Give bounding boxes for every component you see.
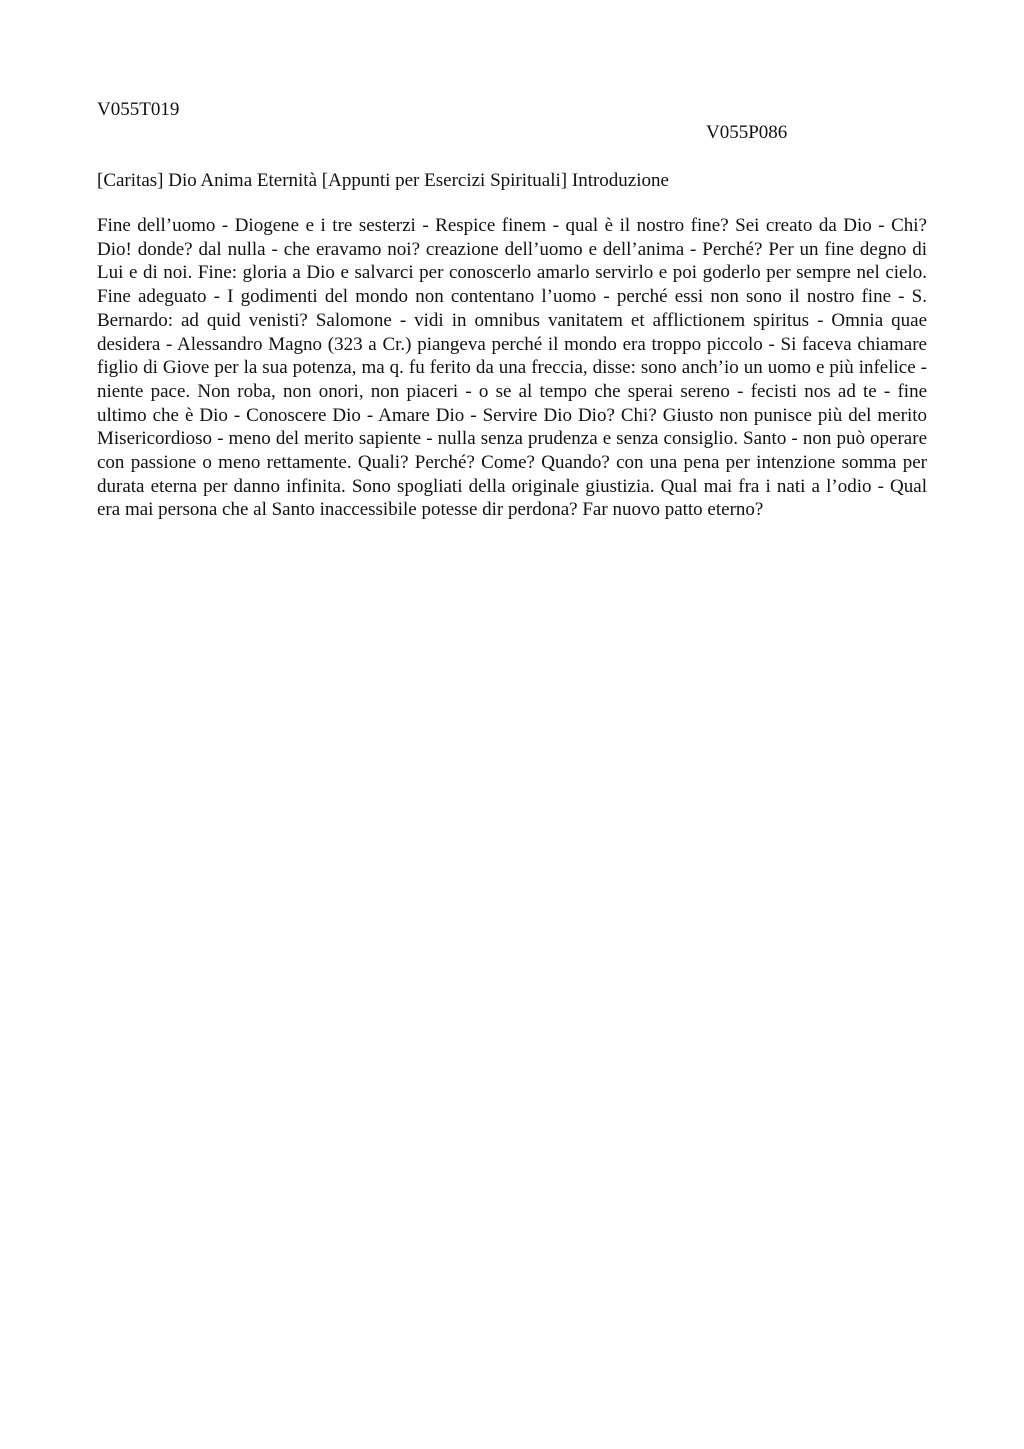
- page-id: V055P086: [706, 122, 788, 143]
- document-title: [Caritas] Dio Anima Eternità [Appunti per Esercizi Spirituali] Introduzione: [97, 170, 669, 191]
- document-id: V055T019: [97, 99, 180, 120]
- body-paragraph: Fine dell’uomo - Diogene e i tre sesterzi - Respice finem - qual è il nostro fine? Sei creato da Dio - Chi? Dio! donde? dal nulla - che eravamo noi? creazione dell’uomo e dell’anima - Perché? Per un fine degno di Lui e di noi. Fine: gloria a Dio e salvarci per conoscerlo amarlo servirlo e poi goderlo per sempre nel cielo. Fine adeguato - I godimenti del mondo non contentano l’uomo - perché essi non sono il nostro fine - S. Bernardo: ad quid venisti? Salomone - vidi in omnibus vanitatem et afflictionem spiritus - Omnia quae desidera - Alessandro Magno (323 a Cr.) piangeva perché il mondo era troppo piccolo - Si faceva chiamare figlio di Giove per la sua potenza, ma q. fu ferito da una freccia, disse: sono anch’io un uomo e più infelice - niente pace. Non roba, non onori, non piaceri - o se al tempo che sperai sereno - fecisti nos ad te - fine ultimo che è Dio - Conoscere Dio - Amare Dio - Servire Dio Dio? Chi? Giusto non punisce più del merito Misericordioso - meno del merito sapiente - nulla senza prudenza e senza consiglio. Santo - non può operare con passione o meno rettamente. Quali? Perché? Come? Quando? con una pena per intenzione somma per durata eterna per danno infinita. Sono spogliati della originale giustizia. Qual mai fra i nati a l’odio - Qual era mai persona che al Santo inaccessibile potesse dir perdona? Far nuovo patto eterno?: [97, 215, 927, 521]
